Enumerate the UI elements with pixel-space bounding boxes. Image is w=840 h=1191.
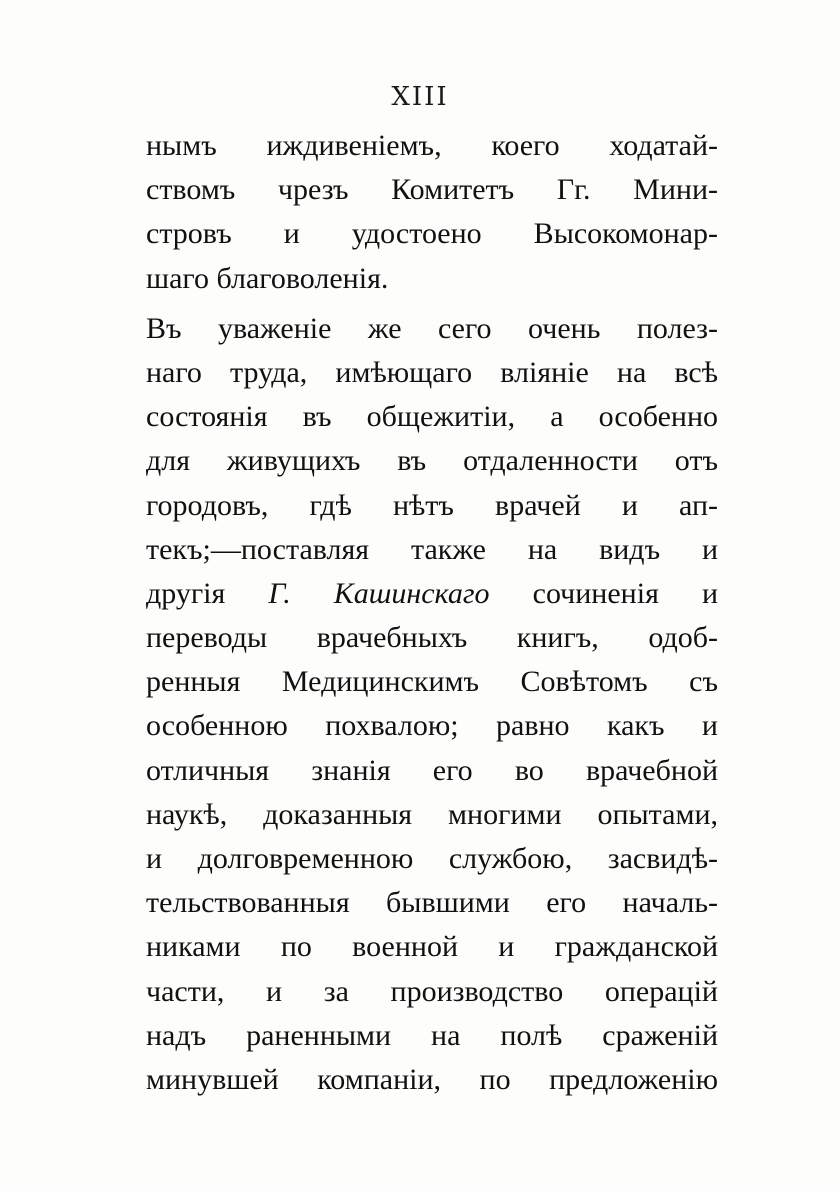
text-line: текъ;—поставляя также на видъ и xyxy=(146,532,718,566)
text-line: наго труда, имѣющаго влiянiе на всѣ xyxy=(146,355,718,389)
text-line: ствомъ чрезъ Комитетъ Гг. Мини- xyxy=(146,173,718,207)
text-line: нымъ иждивенiемъ, коего ходатай- xyxy=(146,129,718,162)
text-line: стровъ и удостоено Высокомонар- xyxy=(146,217,718,251)
text-line: отличныя знанiя его во врачебной xyxy=(146,753,718,787)
text-line: переводы врачебныхъ книгъ, одоб- xyxy=(146,621,718,655)
text-line: части, и за производство операцiй xyxy=(146,974,718,1008)
text-line: состоянiя въ общежитiи, а особенно xyxy=(146,400,718,434)
text-line: шаго благоволенiя. xyxy=(146,261,389,295)
text-line: никами по военной и гражданской xyxy=(146,930,718,964)
text-line: и долговременною службою, засвидѣ- xyxy=(146,842,718,875)
text-line: городовъ, гдѣ нѣтъ врачей и ап- xyxy=(146,488,718,522)
page-text xyxy=(146,124,718,1102)
text-line: для живущихъ въ отдаленности отъ xyxy=(146,444,718,478)
line-segment: другiя xyxy=(146,576,269,610)
author-name-italic: Г. Кашинскаго xyxy=(268,576,490,610)
text-line: ренныя Медицинскимъ Совѣтомъ съ xyxy=(146,665,718,699)
text-line: надъ раненными на полѣ сраженiй xyxy=(146,1018,718,1052)
text-line: наукѣ, доказанныя многими опытами, xyxy=(146,797,718,831)
text-line: особенною похвалою; равно какъ и xyxy=(146,709,718,743)
text-line-mixed xyxy=(146,572,718,616)
paragraph-2 xyxy=(146,307,718,1102)
text-line: тельствованныя бывшими его началь- xyxy=(146,886,718,920)
paragraph-1 xyxy=(146,124,718,301)
line-segment: сочиненiя и xyxy=(489,576,718,610)
page-number: XIII xyxy=(391,82,449,112)
text-line: Въ уваженiе же сего очень полез- xyxy=(146,311,718,345)
text-line: минувшей компанiи, по предложенiю xyxy=(146,1062,718,1096)
